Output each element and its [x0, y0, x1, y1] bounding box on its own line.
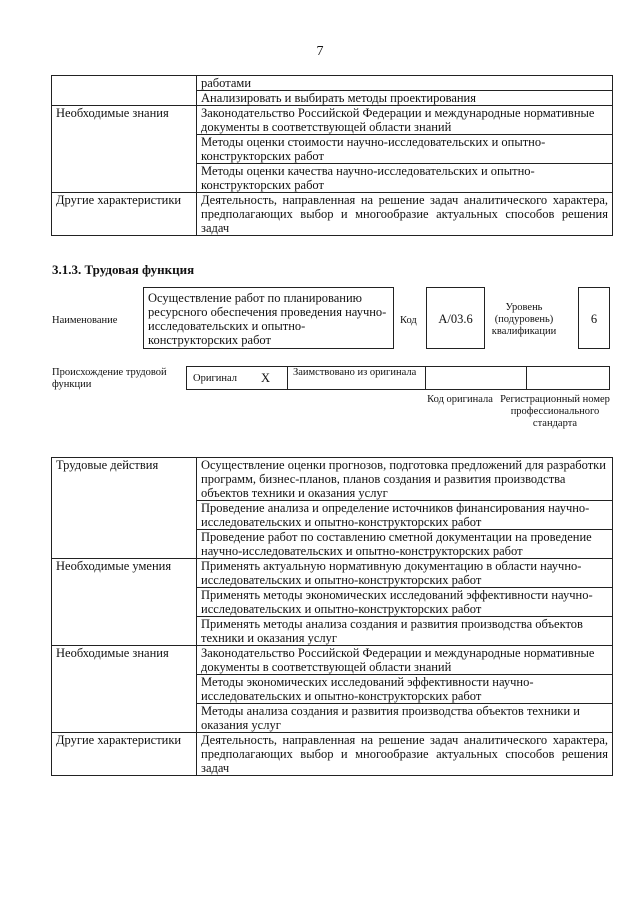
- table-cell: Методы экономических исследований эффективности научно-исследовательских и опытно-конструкторских работ: [197, 675, 613, 704]
- table-row: [52, 646, 613, 675]
- table-cell: Проведение анализа и определение источников финансирования научно-исследовательских и опытно-конструкторских работ: [197, 501, 613, 530]
- table-cell: Осуществление оценки прогнозов, подготовка предложений для разработки программ, бизнес-планов, планов создания и развития производства объектов техники и оказания услуг: [197, 458, 613, 501]
- row-label: Другие характеристики: [52, 193, 197, 236]
- reg-number-caption: Регистрационный номер профессионального стандарта: [500, 394, 610, 429]
- reg-number-box: [526, 366, 610, 390]
- code-original-caption: Код оригинала: [427, 394, 493, 405]
- row-label: Необходимые умения: [52, 559, 197, 646]
- table-row: [52, 193, 613, 236]
- table-cell: Деятельность, направленная на решение задач аналитического характера, предполагающих выбор и многообразие актуальных способов решения задач: [197, 733, 613, 776]
- labor-function-table: [51, 457, 613, 776]
- table-cell: Применять актуальную нормативную документацию в области научно-исследовательских и опытно-конструкторских работ: [197, 559, 613, 588]
- original-label: Оригинал: [193, 373, 237, 384]
- table-cell: Анализировать и выбирать методы проектирования: [197, 91, 613, 106]
- table-cell: Методы оценки качества научно-исследовательских и опытно-конструкторских работ: [197, 164, 613, 193]
- level-label: Уровень (подуровень) квалификации: [491, 302, 557, 337]
- row-label: Трудовые действия: [52, 458, 197, 559]
- table-cell: Методы оценки стоимости научно-исследовательских и опытно-конструкторских работ: [197, 135, 613, 164]
- table-cell: Применять методы экономических исследований эффективности научно-исследовательских и опытно-конструкторских работ: [197, 588, 613, 617]
- table-row: [52, 76, 613, 91]
- level-value: 6: [578, 287, 610, 349]
- code-label: Код: [400, 315, 417, 326]
- origin-label: Происхождение трудовой функции: [52, 367, 167, 390]
- table-row: [52, 458, 613, 501]
- code-value: A/03.6: [426, 287, 485, 349]
- table-row: [52, 106, 613, 135]
- row-label: [52, 76, 197, 106]
- table-cell: Деятельность, направленная на решение задач аналитического характера, предполагающих выбор и многообразие актуальных способов решения задач: [197, 193, 613, 236]
- section-title: 3.1.3. Трудовая функция: [52, 262, 195, 277]
- table-cell: Законодательство Российской Федерации и международные нормативные документы в соответствующей области знаний: [197, 106, 613, 135]
- table-cell: работами: [197, 76, 613, 91]
- original-mark: X: [261, 371, 271, 385]
- row-label: Необходимые знания: [52, 106, 197, 193]
- row-label: Другие характеристики: [52, 733, 197, 776]
- name-label: Наименование: [52, 315, 118, 326]
- divider: [425, 367, 426, 389]
- table-cell: Методы анализа создания и развития производства объектов техники и оказания услуг: [197, 704, 613, 733]
- row-label: Необходимые знания: [52, 646, 197, 733]
- page-number: 7: [316, 44, 324, 59]
- table-cell: Проведение работ по составлению сметной документации на проведение научно-исследовательских и опытно-конструкторских работ: [197, 530, 613, 559]
- table-cell: Применять методы анализа создания и развития производства объектов техники и оказания услуг: [197, 617, 613, 646]
- origin-box: [186, 366, 527, 390]
- divider: [287, 367, 288, 389]
- table-cell: Законодательство Российской Федерации и международные нормативные документы в соответствующей области знаний: [197, 646, 613, 675]
- borrowed-label: Заимствовано из оригинала: [293, 367, 417, 378]
- table-row: [52, 559, 613, 588]
- top-requirements-table: [51, 75, 613, 236]
- table-row: [52, 733, 613, 776]
- name-value: Осуществление работ по планированию ресурсного обеспечения проведения научно-исследовательских и опытно-конструкторских работ: [143, 287, 394, 349]
